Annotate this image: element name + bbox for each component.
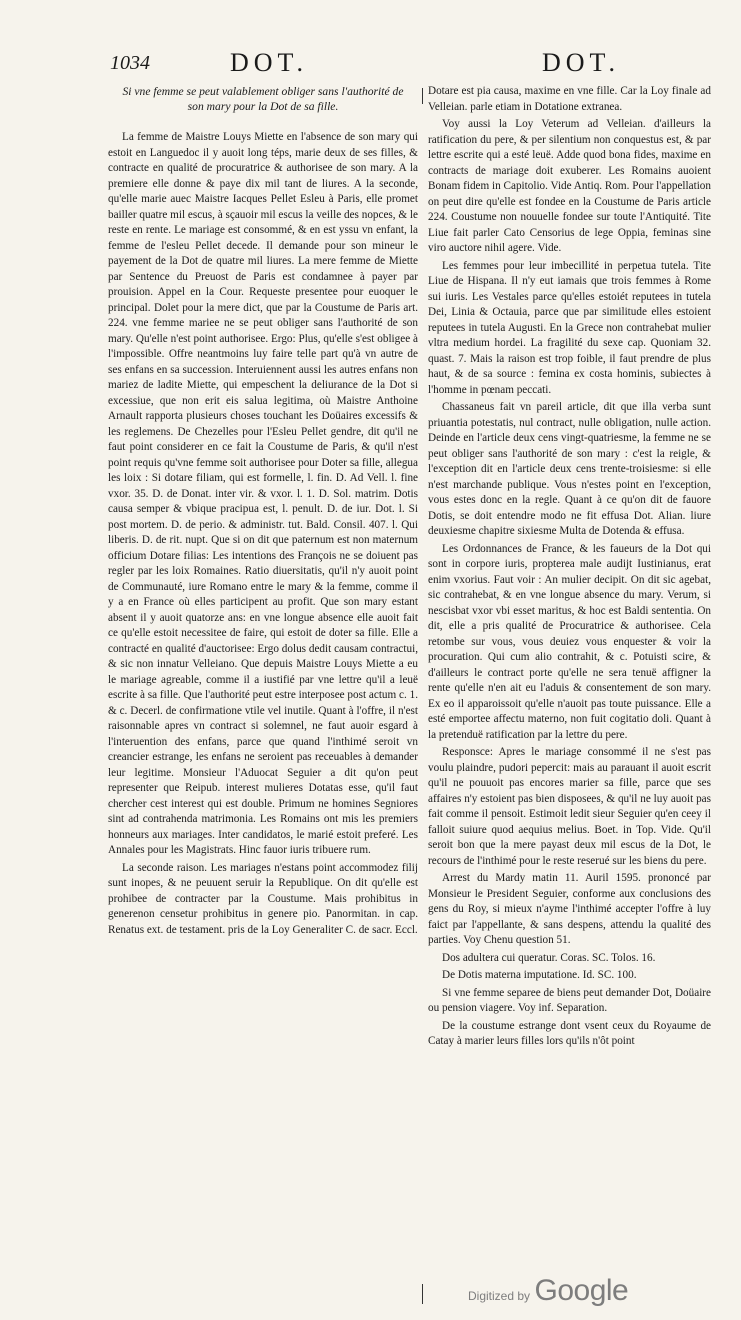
paragraph-response: Responsce: Apres le mariage consommé il ne s'est pas voulu plaindre, pudori pepercit: mais au parauant il auoit escrit qu'il ne pouuoit pas encores marier sa fille, parce que ses affaires n'y estoient pas bien disposees, & qu'il ne luy auoit pas fait comme il pensoit. Estimoit ledit sieur Seguier qu'en ceey il falloit suiure quod aequius melius. Boet. in Top. Vide. Qu'il seroit bon que la mere payast deux mil escus de la Dot, le recours de l'inthimé pour le reste reserué sur les biens du pere. bbox=[428, 746, 711, 867]
left-column bbox=[108, 84, 418, 940]
paragraph-ordonnances: Les Ordonnances de France, & les faueurs de la Dot qui sont in corpore iuris, propterea male audijt Iustinianus, erat enim vxorius. Faut voir : An mulier decipit. On dit sic agebat, sic contrahebat, & en vne longue absence du mary. Verum, si nescisbat vxor vbi esset maritus, & hoc est Baldi sententia. On dit, elle a pris qualité de Procuratrice & authorisee. Cela retombe sur vous, vous deuiez vous enquester & voir la procuration. Qui cum alio contrahit, & c. Potuisti scire, & d'ailleurs le contract porte qu'elle ne sera tenuë affigner la rente qu'elle n'en ait eu l'aduis & consentement de son mary. Ex eo il apparoissoit qu'elle n'auoit pas toute puissance. Elle a esté emportee affectu materno, non fuit cogitatio doli. Quant à la pretenduë ratification par la lettre du pere. bbox=[428, 542, 711, 741]
google-logo: Google bbox=[534, 1274, 629, 1307]
reference-separation: Si vne femme separee de biens peut demander Dot, Doüaire ou pension viagere. Voy inf. Separation. bbox=[428, 986, 711, 1014]
digitization-watermark bbox=[468, 1274, 628, 1308]
paragraph-arrest: Arrest du Mardy matin 11. Auril 1595. prononcé par Monsieur le President Seguier, conforme aux conclusions des gens du Roy, si mieux n'ayme l'inthimé accepter l'offre à luy faict par l'appellante, & sans despens, attendu la qualité des parties. Voy Chenu question 51. bbox=[428, 872, 711, 946]
paragraph-case-facts: La femme de Maistre Louys Miette en l'absence de son mary qui estoit en Languedoc il y auoit long téps, marie deux de ses filles, & contracte en qualité de procuratrice & authorisee de son mary. A la premiere elle donne & paye dix mil tant de liures. A la seconde, qu'elle marie auec Maistre Iacques Pellet Esleu à Paris, elle promet bailler quatre mil escus, à sçauoir mil escus la veille des nopces, & le reste en rente. Le mariage est consommé, & en est yssu vn enfant, la femme de l'esleu Pellet decede. Il demande pour son mineur le payement de la Dot de quatre mil liures. La mere femme de Miette par Sentence du Preuost de Paris est condamnee à payer par prouision. Appel en la Cour. Requeste presentee pour euoquer le principal. Dolet pour la mere dict, que par la Coustume de Paris art. 224. vne femme mariee ne se peut obliger sans l'authorité de son mary. Qu'elle n'est point authorisee. Ergo: Plus, qu'elle s'est obligee à l'impossible. Offre neantmoins luy faire telle part qu'à vn autre de ses enfans en sa succession. Interuiennent aussi les autres enfans non mariez de ladite Miette, qui empeschent la deliurance de la Dot si excessiue, que non erit eis salua legitima, où Maistre Anthoine Arnault rapporta plusieurs choses touchant les Doüaires excessifs & les reglemens. De Chezelles pour l'Esleu Pellet gendre, dit qu'il ne faut point considerer en ce fait la Coustume de Paris, & qu'il n'est point requis qu'vne femme soit authorisee pour Doter sa fille, allegua les loix : Si dotare filiam, qui est formelle, l. fin. D. Ad Vell. l. fine vxor. 35. D. de Donat. inter vir. & vxor. l. 1. D. Sol. matrim. Dotis causa semper & vbique pracipua est, l. penult. D. de iur. Dot. l. Si post mortem. D. de perio. & administr. tut. Bald. Consil. 407. l. Qui liberis. D. de rit. nupt. Que si on dit que paternum est non maternum officium Dotare filias: Les intentions des François ne se doiuent pas regler par les loix Romaines. Ratio diuersitatis, qu'il n'y auoit point de Communauté, iure Romano entre le mary & la femme, comme il y a en France où elles participent au profit. Que son mary estant absent il y auoit quatorze ans: en vne longue absence elle auoit fait ce qu'elle estoit necessitee de faire, qui estoit de doter sa fille. Elle a contracté en qualité d'auctorisee: Ergo dolus dedit causam contractui, & sic non innatur Velleiano. Que depuis Maistre Louys Miette a eu le mariage agreable, comme il a iustifié par vne lettre qu'il a leuë escrite à sa fille. Que l'authorité peut estre interposee post actum c. 1. & c. Decerl. de confirmatione vtile vel inutile. Quant à l'offre, il n'est raisonnable apres vn contract si solemnel, ne faut auoir esgard à l'interuention des enfans, parce que quand l'inthimé seroit vn creancier estrange, les enfans ne seroient pas receuables à demander leur legitime. Monsieur l'Aduocat Seguier a dit qu'on peut representer que Reipub. interest mulieres Dotatas esse, qu'il faut chercher cest interest qui est double. Primum ne homines Segniores sint ad contrahenda matrimonia. Les Romains ont mis les premiers honneurs aux mariages. Inter candidatos, le marié estoit preferé. Les Annales pour les Magistrats. Hinc fauor iuris tribuere rum. bbox=[108, 131, 418, 856]
paragraph-veterum: Voy aussi la Loy Veterum ad Velleian. d'ailleurs la ratification du pere, & per silentium non conquestus est, & par lettre escrite qui a esté leuë. Adde quod bona fides, maxime en contracts de mariage doit exuberer. Les Romains auoient Bonam fidem in Capitolio. Vide Antiq. Rom. Pour l'appellation on peut dire qu'elle est fondee en la Coustume de Paris article 224. Coustume non nouuelle fondee sur toute l'Antiquité. Tite Liue fait parler Cato Censorius de lege Oppia, feminas sine viro auctore nihil agere. Vide. bbox=[428, 118, 711, 254]
heading-line-2: son mary pour la Dot de sa fille. bbox=[187, 100, 339, 113]
column-divider-top bbox=[422, 88, 423, 104]
paragraph-chassaneus: Chassaneus fait vn pareil article, dit que illa verba sunt priuantia potestatis, nul contract, nulle obligation, nulle action. Deinde en l'article deux cens vingt-quatriesme, la femme ne se peut obliger sans l'authorité de son mary : c'est la reigle, & l'exception dit en l'article deux cens trente-troisiesme: si elle n'est marchande publique. Vous n'estes point en l'exception, vous estes donc en la regle. Quant à ce qu'on dit de fauore Dotis, se doit entendre modo ne fit effusa Dot. Alian. liure deuxiesme chapitre sixiesme Multa de Dotenda & effusa. bbox=[428, 401, 711, 537]
reference-dotis-materna: De Dotis materna imputatione. Id. SC. 100. bbox=[442, 969, 637, 981]
running-head-right: DOT. bbox=[542, 48, 621, 77]
page-number: 1034 bbox=[110, 52, 150, 74]
column-divider-bottom bbox=[422, 1284, 423, 1304]
article-heading bbox=[108, 84, 418, 114]
right-column bbox=[428, 84, 711, 1052]
reference-dos-adultera: Dos adultera cui queratur. Coras. SC. Tolos. 16. bbox=[442, 951, 656, 964]
watermark-prefix: Digitized by bbox=[468, 1289, 531, 1303]
paragraph-dotare-pia: Dotare est pia causa, maxime en vne fille. Car la Loy finale ad Velleian. parle etiam in Dotatione extranea. bbox=[428, 85, 711, 113]
running-head-left: DOT. bbox=[230, 48, 309, 77]
page-header bbox=[110, 48, 710, 82]
paragraph-catay: De la coustume estrange dont vsent ceux du Royaume de Catay à marier leurs filles lors qu'ils n'ôt point bbox=[428, 1019, 711, 1047]
heading-line-1: Si vne femme se peut valablement obliger sans l'authorité de bbox=[122, 85, 404, 98]
paragraph-second-reason: La seconde raison. Les mariages n'estans point accommodez filij sunt inopes, & ne peuuent seruir la Republique. On dit qu'elle est prohibee de contracter par la Coustume. Mais prohibitus in generenon censetur prohibitus in genere pio. Panormitan. in cap. Renatus ext. de testament. pris de la Loy Generaliter C. de sacr. Eccl. bbox=[108, 861, 418, 936]
paragraph-imbecillite: Les femmes pour leur imbecillité in perpetua tutela. Tite Liue de Hispana. Il n'y eut iamais que trois femmes à Rome sui iuris. Les Vestales parce qu'elles estoiét reputees in tutela Dei, Linia & Octauia, parce que par similitude elles estoient reputees in tutela Augusti. En la Grece non contrahebat mulier vltra medium hordei. La fragilité du sexe cap. Quoniam 32. quast. 7. Mais la raison est trop foible, il faut prendre de plus haut, & de sa source : femina ex costa hominis, subiectes à l'homme in pœnam peccati. bbox=[428, 259, 711, 396]
